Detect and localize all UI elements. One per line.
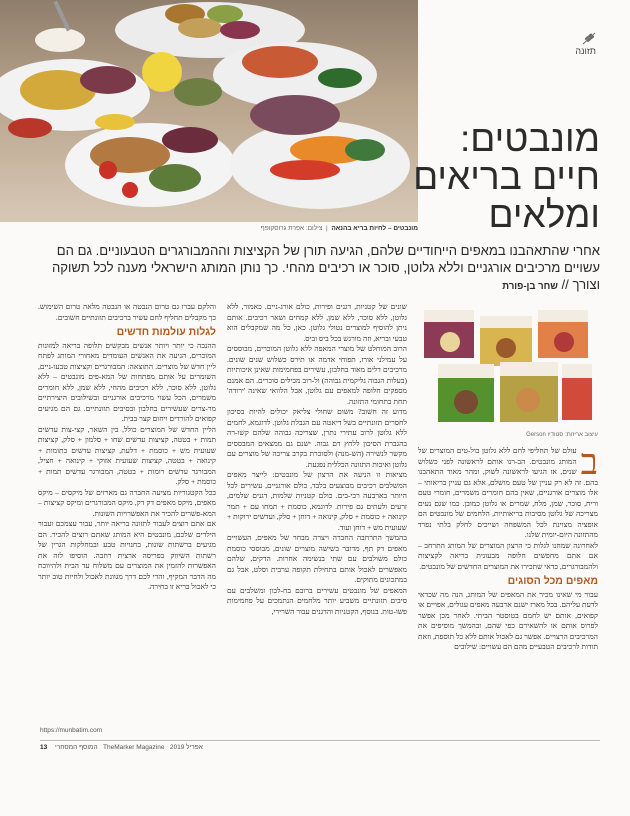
col1-para5: אם אתם רוצים לעבור לתזונה בריאה יותר, עבור עצמכם ועבור הילדים שלכם, מונבטים היא המותג שאתם רוצים להכיר. הם מגיעים ברשתות שונות, בחנויות טבע ובמחלקות הגרין של רשתות השיווק בפריסה ארצית רחבה. הוסיפו לזה את האפשרות להזמין את המוצרים עם משלוח עד הבית ולהיווכח מה הדבר המקיף, והרי לכם דרך מגוונת לאכול ולחיות טוב יותר כי לאכול בריא זו בחירה.	[38, 519, 216, 591]
col3-intro-text: עולם של תחליפי לחם ללא גלוטן בול-טים המוצרים של המותג מונבטים. הב-רנו אותם לראשונה לפני כשלוש שנים, אז הגיעו לראשונה לשוק, ומהר מאוד התאהבנו בהם. זה לא רק עניין של טעם מושלם, אלא גם עניין בריאותי – אלו מוצרים אורגניים, שאין בהם חומרים משמרים, חומרי טעם וריח, סוכר, שמן, מלח, שמרים או גלוטן כמובן. כמו שגם נעים מצריכה של גלוטן מסיבות בריאותיות, הלחמים של מונבטים הם אופציה מצוינת לכל המשפחה ושייכים לחלק בלתי נפרד מהתזונה היום-יומית שלנו.	[418, 446, 598, 539]
food-photo-illustration	[0, 0, 418, 222]
hero-photo	[0, 0, 418, 222]
photo-caption-credit: צילום: אפרת גרוסקופף	[260, 225, 323, 232]
footer-issue: אפריל 2019	[169, 744, 203, 751]
column-1	[38, 302, 216, 593]
author-name: שחר בן-פורת	[502, 281, 558, 292]
section-label: תזונה	[575, 46, 596, 56]
col3-intro	[418, 442, 598, 541]
column-3	[418, 442, 598, 653]
page-number: 13	[40, 744, 48, 751]
title-line-2: חיים בריאים	[413, 156, 600, 197]
col1-para2: ההנבה כי יותר ויותר אנשים מבקשים תלופה בריאה למזונות המוכרים, הניעה את האנשים העומדים מאחורי המותג לפתח ליין חדש של מוצרים. התוצאה: המבורגרים וקציצות טבעו-ניים, השומרים על אותם מפתחות של המא-פים מונבטים – ללא גלוטן, ללא סוכר, ללא רכיבים מהחי, ללא שמן, ללא חומרים משמרים, הכל עשוי מרכיבים אורגניים ובשילובים היצירתיים מר-צרים שעשירים בחלבון ובסיבים תזונתיים. גם הם מגיעים קפואים להורדים ויחום קצר בבית.	[38, 340, 216, 423]
col2-para3: מדוע זה חשוב? משום שחולי צליאק יכולים להיות בסיכון לחסרים תזונתיים בשל דיאטה עם הגבלת גלוטן. לדוגמא, לחמים ללא גלוטן לרוב עתירי נתרן, שצריכה גבוהה שלהם קשו-רה בהגברת הסיכון ללחץ דם גבוה. ישנם גם ממצאים המבססים מקשר לנשירה (הש-מנה) ולסוכרת בקרב צריכה של מוצרים עם גלוטן ואיכות התזונה הכללית נפגעת.	[227, 407, 407, 469]
photo-caption: מונבטים – לחיות בריא בהנאה | צילום: אפרת גרוסקופף	[260, 225, 418, 232]
page-title	[410, 120, 600, 234]
deck-text: אחרי שהתאהבנו במאפים הייחודיים שלהם, הגיעה תורן של הקציצות וההמבורגרים הטבעוניים. גם הם עשויים מרכיבים אורגניים וללא גלוטן, סוכר או רכיבים מהחי. כך נותן המותג הישראלי מענה לכל תשוקה וצורך //	[51, 243, 600, 292]
subhead-pastries: מאפים מכל הסוגים	[507, 575, 598, 587]
photo-caption-brand: מונבטים – לחיות בריא בהנאה	[331, 225, 418, 232]
footer-section: המוסף המסחרי	[55, 744, 98, 751]
wheat-icon	[580, 31, 598, 45]
col1-para1: והלקם עברו גם טרום הנבטה או הנבטה מלאה טרום השימוש. כך מקבלים תחליף לחם עשיר ברכיבים תזונתיים חשובים.	[38, 302, 216, 322]
col1-para3: הליין החדש של המוצרים כולל, בין השאר, קצי-צות עדשים תמות + בטטה, קציצות עדשים שחו + סלמון + סלק, קציצות שעועית מש + כוסמת + דלעת, קציצות עדשים כתומות + קינואה + בטטה, קציצות שעועית אזוקי + קינואה + חציל, המבורגר עדשים רומות + בטטה, המבורגר עדשים תמות + כוסמת + סלק.	[38, 424, 216, 486]
col2-para1: שונים של קטניות, דגנים ופירות, כולם אורג-ניים. כאמור, ללא גלוטן, ללא סוכר, ללא שמן, ללא קמחים ושאר רכיבים. אותם ניתן להוסיף למוצרים נטולי גלוטן. כאן, כל מה שמקבלים הוא טבעי ובריא, וזה מורגש בכל ביס וביס.	[227, 302, 407, 343]
col2-para4: מציאות זו הניעה את הרצון של מונבטים: לייצר מאפים המשלבים רכיבים מבוצעים בלבד, כולם אורגניים, עשירים לכל היותר בארבעה רכי-בים. כולם קטניות שלמות, דגנים שלמים, זרעים ולעתים גם פירות. לדוגמא, כוסמת + תמחו עם + תמר קינואה + כוסמת + סלק, קינואה + דוחן + סלק, ועדשים ירוקות + שעועית מש + דוחן ועוד.	[227, 470, 407, 532]
col1-para4: בכל הקטגוריות מציעה החברה גם מארזים של מיקסים – מיקס מאפים, מיקס מאפים דק דק, מיקס המבורגרים ומיקס קציצות – המא-פשרים להכיר את האפשרויות השונות.	[38, 487, 216, 518]
column-2	[227, 302, 407, 617]
subhead-new-worlds: לגלות עולמות חדשים	[116, 326, 216, 338]
title-line-1: מונבטים:	[460, 118, 600, 159]
website-url[interactable]: https://munbatim.com	[40, 727, 103, 734]
col2-para6: המאפים של מונבטים עשירים ברובם בח-לבון ומשלבים עם סיבים תזונתיים משביע יותר מלחמים הנתמכים על פחמימות פשו-טות. בנוסף, הקטניות והדגנים עבור השרירי,	[227, 585, 407, 616]
deck-intro	[24, 242, 600, 295]
product-packages-image	[416, 302, 596, 430]
col2-para2: הרוב המוחלט של מוצרי המאפה ללא גלוטן המוכרים, מבוססים על עמילני אורז, תפוחי אדמה או תירס כשלוש שנים שונים. מרכיבים דלים מאוד בחלבון, עשירים בפחמימות שאינן איכותיות (בעלות הגבוה גליקמית גבוהה) ול-רוב מכילים סוכרים. הם אמנם מספקים חלופה למאפים עם גלוטן, אבל הלוואי שאינה 'ירודה' תחת בתחומי התזונה.	[227, 344, 407, 406]
col3-para3: עבור מי שאינו מכיר את המאפים של המותג, הנה מה שכדאי לדעת עליהם. בכל מארז ישנם ארבעה מאפים עגולים, אפויים או קפואים, אותם יש לחמם בטוסטר הביתי. לאחר מכן אפשר לפרוס אותם או להשאירם כפי שהם, ובהמשך מוסיפים את המרכיבים הרצויים. אפשר גם לאכול אותם ללא כל תוספת, וזאת תודות לרכיבים הטבעיים מהם הם עשויים: שילובים	[418, 589, 598, 651]
page-footer	[40, 744, 203, 751]
products-caption: עיצוב אריזות: סטודיו Gerson	[526, 432, 598, 438]
drop-cap: ב	[580, 442, 598, 482]
footer-divider	[40, 740, 600, 741]
title-line-3: ומלאים	[488, 194, 600, 235]
footer-magazine: TheMarker Magazine	[103, 744, 165, 751]
col2-para5: בהמשך התרחבה החברה ויצרה מבחר של מאפים, העשויים מאפים דק תף, מדובר בשישה מוצרים שונים, מבוססי כוסמת כולם משולבים עם שתי בנשימה אחרות. הדקים, שלהם מאפשרים לאכול אותם בתחילת תקופה ערבית וסלט, אבל גם במתכונים מתוקים.	[227, 533, 407, 584]
col3-para2: לאחרונה שמחנו לגלות כי הרצון המוצרים של המותג התרחב – אם אתם מחפשים חלופה מבעונית בריאה לקציצות ולהמבורגרים, כדאי שתכירו את המוצרים החדשים של מונבטים.	[418, 540, 598, 571]
